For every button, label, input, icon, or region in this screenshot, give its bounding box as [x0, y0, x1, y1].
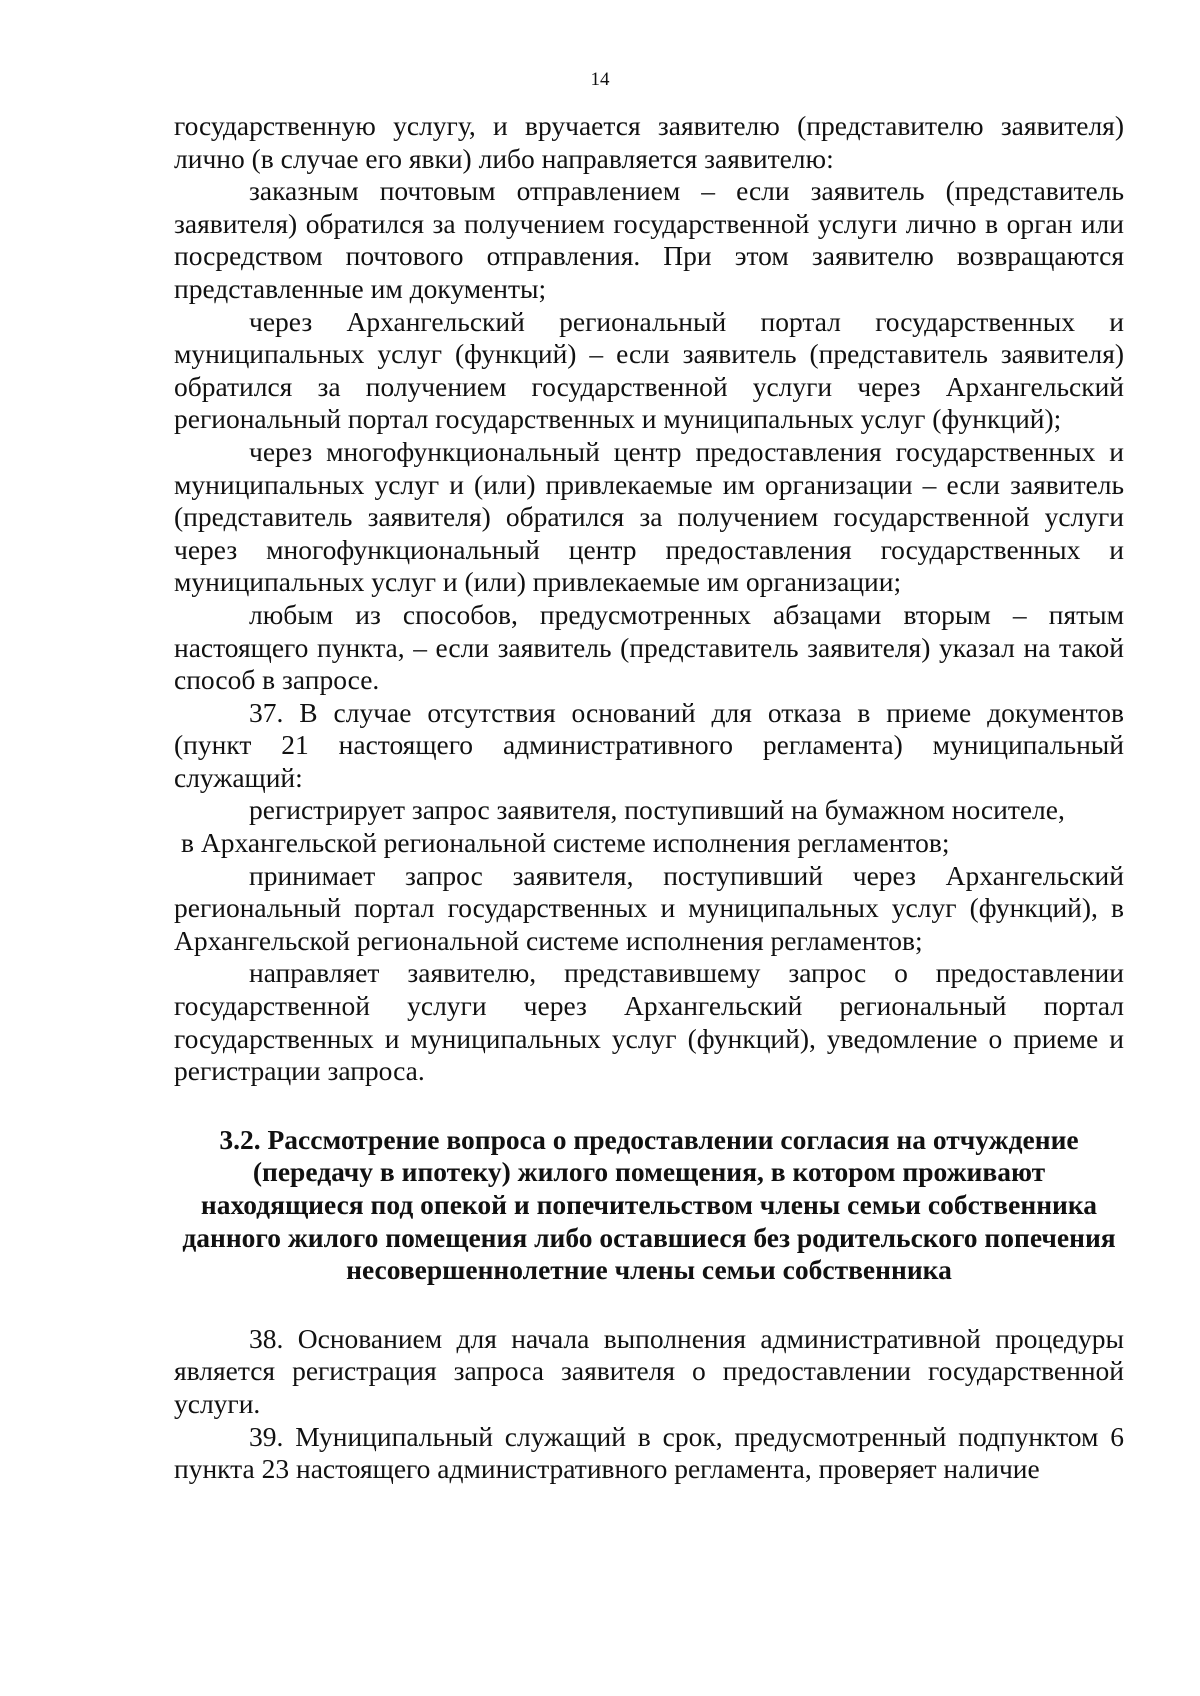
- paragraph-item-38: 38. Основанием для начала выполнения административной процедуры является регистрация запроса заявителя о предоставлении государственной услуги.: [174, 1322, 1124, 1419]
- page-number: 14: [590, 69, 610, 90]
- paragraph-registers-request-cont: в Архангельской региональной системе исполнения регламентов;: [181, 827, 950, 859]
- section-heading: 3.2. Рассмотрение вопроса о предоставлении согласия на отчуждение (передачу в ипотеку) жилого помещения, в котором проживают находящиеся под опекой и попечительством члены семьи собственника данного жилого помещения либо оставшиеся без родительского попечения несовершеннолетние члены семьи собственника: [182, 1123, 1116, 1286]
- paragraph-item-39: 39. Муниципальный служащий в срок, предусмотренный подпунктом 6 пункта 23 настоящего административного регламента, проверяет наличие: [174, 1420, 1124, 1485]
- paragraph-sends-notification: направляет заявителю, представившему запрос о предоставлении государственной услуги через Архангельский региональный портал государственных и муниципальных услуг (функций), уведомление о приеме и регистрации запроса.: [174, 957, 1124, 1087]
- paragraph-registers-request: регистрирует запрос заявителя, поступивший на бумажном носителе,: [249, 794, 1065, 826]
- paragraph-postal-delivery: заказным почтовым отправлением – если заявитель (представитель заявителя) обратился за получением государственной услуги лично в орган или посредством почтового отправления. При этом заявителю возвращаются представленные им документы;: [174, 175, 1124, 304]
- paragraph-accepts-request: принимает запрос заявителя, поступивший через Архангельский региональный портал государственных и муниципальных услуг (функций), в Архангельской региональной системе исполнения регламентов;: [174, 859, 1124, 956]
- paragraph-item-37: 37. В случае отсутствия оснований для отказа в приеме документов (пункт 21 настоящего административного регламента) муниципальный служащий:: [174, 696, 1124, 793]
- paragraph-mfc: через многофункциональный центр предоставления государственных и муниципальных услуг и (или) привлекаемые им организации – если заявитель (представитель заявителя) обратился за получением государственной услуги через многофункциональный центр предоставления государственных и муниципальных услуг и (или) привлекаемые им организации;: [174, 435, 1124, 598]
- paragraph-any-method: любым из способов, предусмотренных абзацами вторым – пятым настоящего пункта, – если заявитель (представитель заявителя) указал на такой способ в запросе.: [174, 598, 1124, 696]
- paragraph-continuation: государственную услугу, и вручается заявителю (представителю заявителя) лично (в случае его явки) либо направляется заявителю:: [174, 110, 1124, 174]
- paragraph-regional-portal: через Архангельский региональный портал государственных и муниципальных услуг (функций) – если заявитель (представитель заявителя) обратился за получением государственной услуги через Архангельский региональный портал государственных и муниципальных услуг (функций);: [174, 305, 1124, 435]
- document-body: [174, 110, 1124, 1486]
